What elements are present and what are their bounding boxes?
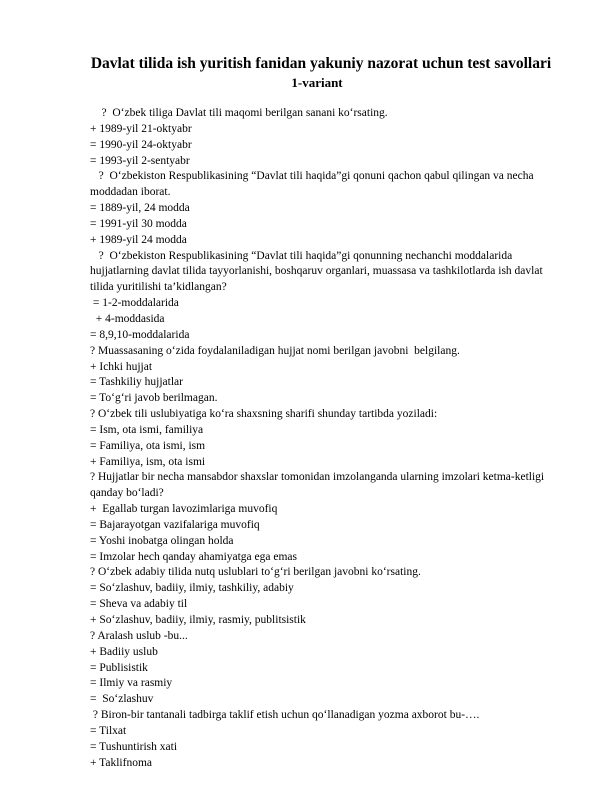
text-line: tilida yuritilishi ta’kidlangan? [90, 281, 227, 294]
text-line: hujjatlarning davlat tilida tayyorlanishi, boshqaruv organlari, muassasa va tashkilotlarda ish davlat [90, 265, 543, 278]
text-line: = Yoshi inobatga olingan holda [90, 534, 234, 547]
text-line: qanday bo‘ladi? [90, 487, 164, 500]
document-title: Davlat tilida ish yuritish fanidan yakuniy nazorat uchun test savollari [90, 55, 552, 72]
text-line: = Ilmiy va rasmiy [90, 677, 173, 690]
text-line: = Bajarayotgan vazifalariga muvofiq [90, 518, 260, 531]
text-line: = 1990-yil 24-oktyabr [90, 138, 192, 151]
text-line: = To‘g‘ri javob berilmagan. [90, 392, 218, 405]
text-line: + 1989-yil 24 modda [90, 233, 187, 246]
text-line: + So‘zlashuv, badiiy, ilmiy, rasmiy, publitsistik [90, 614, 306, 626]
text-line: + Egallab turgan lavozimlariga muvofiq [90, 503, 278, 516]
text-line: + 4-moddasida [90, 312, 165, 325]
text-line: = Tushuntirish xati [90, 740, 178, 753]
text-line: ? O‘zbek adabiy tilida nutq uslublari to‘g‘ri berilgan javobni ko‘rsating. [90, 566, 421, 579]
text-line: ? Muassasaning o‘zida foydalaniladigan hujjat nomi berilgan javobni belgilang. [90, 344, 460, 357]
text-line: + 1989-yil 21-oktyabr [90, 122, 192, 135]
text-line: ? O‘zbekiston Respublikasining “Davlat tili haqida”gi qonuni qachon qabul qilingan va necha [90, 170, 534, 183]
text-line: + Familiya, ism, ota ismi [90, 455, 206, 468]
text-line: + Taklifnoma [90, 756, 152, 769]
text-line: = So‘zlashuv, badiiy, ilmiy, tashkiliy, adabiy [90, 582, 294, 595]
text-line: + Badiiy uslub [90, 645, 158, 658]
text-line: = Tilxat [90, 724, 127, 737]
text-line: + Ichki hujjat [90, 360, 153, 373]
text-line: ? Hujjatlar bir necha mansabdor shaxslar tomonidan imzolanganda ularning imzolari ketma-ketligi [90, 471, 545, 484]
question-list [90, 106, 578, 771]
text-line: = 1-2-moddalarida [90, 297, 179, 310]
text-line: moddadan iborat. [90, 186, 171, 199]
text-line: = 1993-yil 2-sentyabr [90, 154, 190, 167]
text-line: ? O‘zbek tiliga Davlat tili maqomi berilgan sanani ko‘rsating. [90, 107, 388, 119]
text-line: = Imzolar hech qanday ahamiyatga ega emas [90, 550, 297, 563]
text-line: = 8,9,10-moddalarida [90, 328, 190, 341]
text-line: = Ism, ota ismi, familiya [90, 423, 204, 436]
text-line: = Familiya, ota ismi, ism [90, 439, 206, 452]
text-line: = Sheva va adabiy til [90, 598, 188, 611]
text-line: ? O‘zbekiston Respublikasining “Davlat tili haqida”gi qonunning nechanchi moddalarida [90, 249, 513, 262]
document-subtitle: 1-variant [291, 75, 343, 90]
text-line: ? Biron-bir tantanali tadbirga taklif etish uchun qo‘llanadigan yozma axborot bu-…. [90, 709, 480, 722]
text-line: = 1991-yil 30 modda [90, 217, 187, 230]
text-line: = 1889-yil, 24 modda [90, 202, 190, 215]
text-line: = Publisistik [90, 661, 148, 674]
text-line: ? Aralash uslub -bu... [90, 629, 188, 642]
text-line: = So‘zlashuv [90, 693, 154, 706]
text-line: = Tashkiliy hujjatlar [90, 376, 183, 389]
text-line: ? O‘zbek tili uslubiyatiga ko‘ra shaxsning sharifi shunday tartibda yoziladi: [90, 408, 438, 421]
